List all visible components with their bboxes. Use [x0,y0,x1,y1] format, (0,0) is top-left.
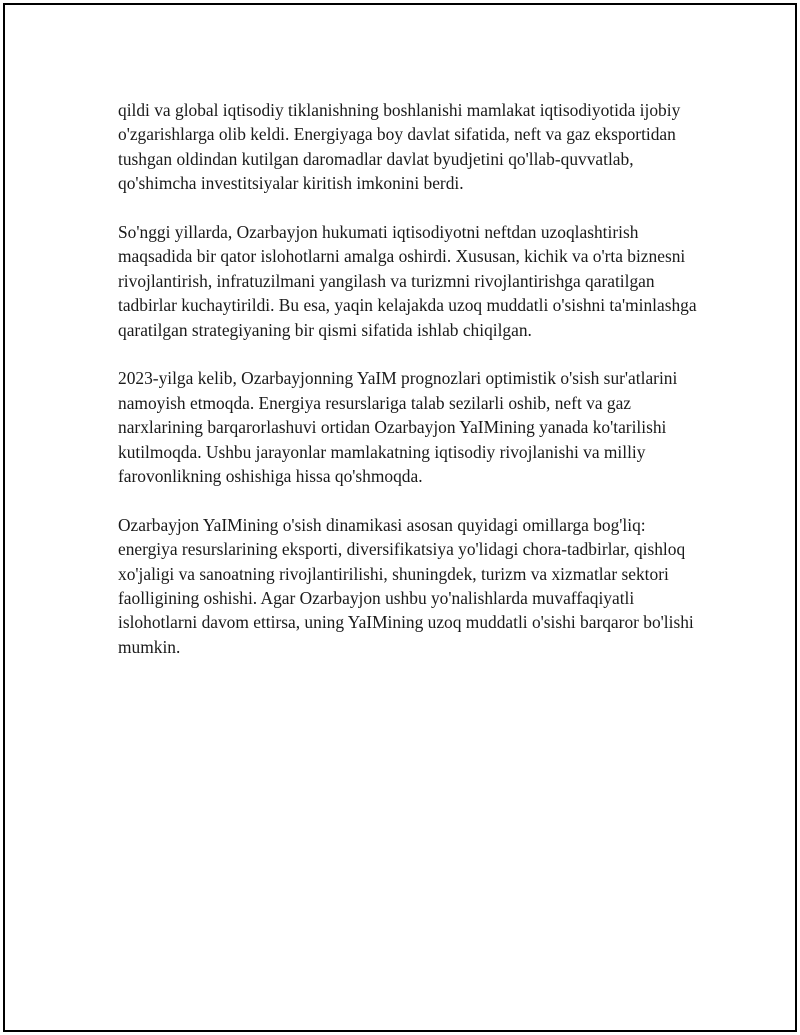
paragraph-4: Ozarbayjon YaIMining o'sish dinamikasi asosan quyidagi omillarga bog'liq: energiya resurslarining eksporti, diversifikatsiya yo'lidagi chora-tadbirlar, qishloq xo'jaligi va sanoatning rivojlantirilishi, shuningdek, turizm va xizmatlar sektori faolligining oshishi. Agar Ozarbayjon ushbu yo'nalishlarda muvaffaqiyatli islohotlarni davom ettirsa, uning YaIMining uzoq muddatli o'sishi barqaror bo'lishi mumkin. [118,514,694,657]
document-body [118,98,698,684]
paragraph-1: qildi va global iqtisodiy tiklanishning boshlanishi mamlakat iqtisodiyotida ijobiy o'zgarishlarga olib keldi. Energiyaga boy davlat sifatida, neft va gaz eksportidan tushgan oldindan kutilgan daromadlar davlat byudjetini qo'llab-quvvatlab, qo'shimcha investitsiyalar kiritish imkonini berdi. [118,100,681,194]
document-page [3,3,797,1032]
paragraph-3: 2023-yilga kelib, Ozarbayjonning YaIM prognozlari optimistik o'sish sur'atlarini namoyish etmoqda. Energiya resurslariga talab sezilarli oshib, neft va gaz narxlarining barqarorlashuvi ortidan Ozarbayjon YaIMining yanada ko'tarilishi kutilmoqda. Ushbu jarayonlar mamlakatning iqtisodiy rivojlanishi va milliy farovonlikning oshishiga hissa qo'shmoqda. [118,368,678,487]
paragraph-2: So'nggi yillarda, Ozarbayjon hukumati iqtisodiyotni neftdan uzoqlashtirish maqsadida bir qator islohotlarni amalga oshirdi. Xususan, kichik va o'rta biznesni rivojlantirish, infratuzilmani yangilash va turizmni rivojlantirishga qaratilgan tadbirlar kuchaytirildi. Bu esa, yaqin kelajakda uzoq muddatli o'sishni ta'minlashga qaratilgan strategiyaning bir qismi sifatida ishlab chiqilgan. [118,222,697,340]
